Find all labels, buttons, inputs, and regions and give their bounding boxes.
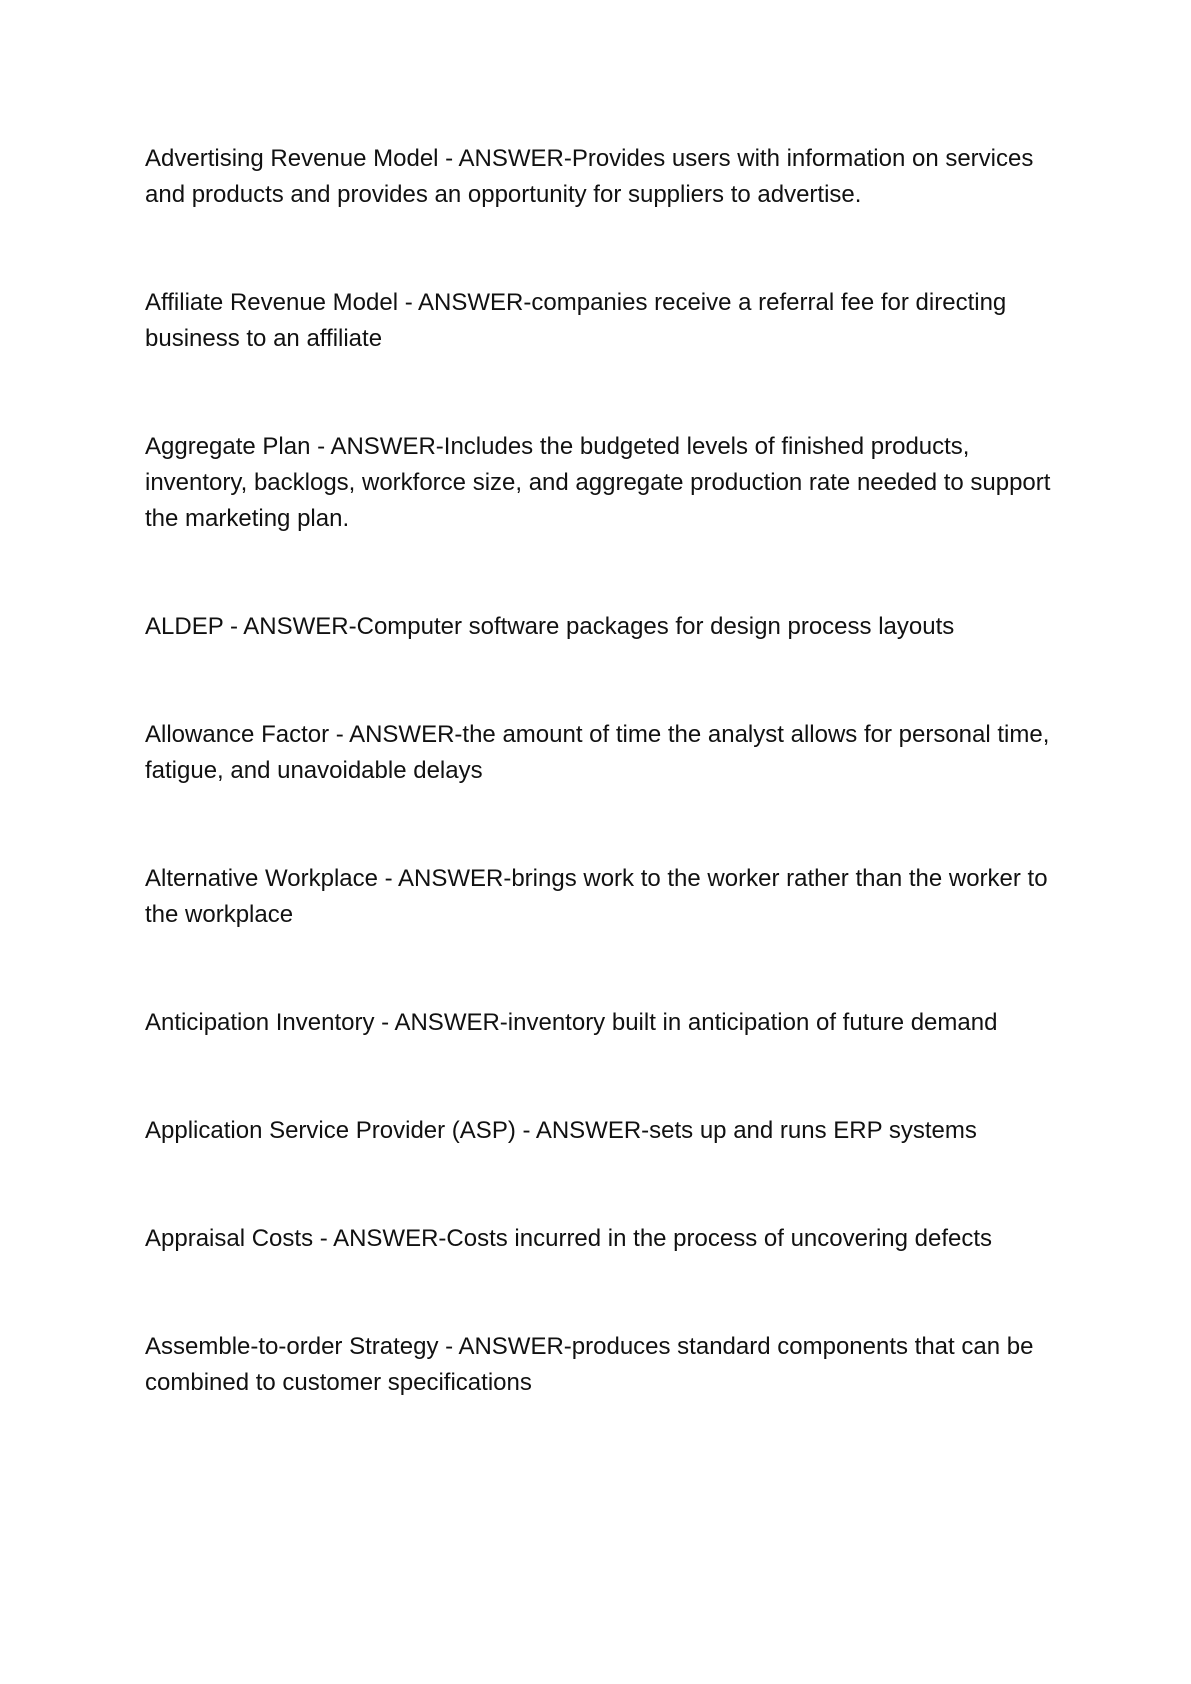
glossary-entry: ALDEP - ANSWER-Computer software packages for design process layouts [145, 613, 955, 640]
glossary-entry: Advertising Revenue Model - ANSWER-Provides users with information on services and products and provides an opportunity for suppliers to advertise. [145, 145, 1034, 208]
glossary-entry: Alternative Workplace - ANSWER-brings work to the worker rather than the worker to the workplace [145, 865, 1048, 928]
glossary-entry: Affiliate Revenue Model - ANSWER-companies receive a referral fee for directing business to an affiliate [145, 289, 1007, 352]
glossary-entry: Appraisal Costs - ANSWER-Costs incurred in the process of uncovering defects [145, 1225, 993, 1252]
glossary-entry: Aggregate Plan - ANSWER-Includes the budgeted levels of finished products, inventory, backlogs, workforce size, and aggregate production rate needed to support the marketing plan. [145, 433, 1051, 532]
glossary-entry: Assemble-to-order Strategy - ANSWER-produces standard components that can be combined to customer specifications [145, 1333, 1034, 1396]
glossary-entry: Allowance Factor - ANSWER-the amount of time the analyst allows for personal time, fatigue, and unavoidable delays [145, 721, 1050, 784]
glossary-list [145, 141, 1065, 1473]
glossary-entry: Anticipation Inventory - ANSWER-inventory built in anticipation of future demand [145, 1009, 998, 1036]
glossary-entry: Application Service Provider (ASP) - ANSWER-sets up and runs ERP systems [145, 1117, 977, 1144]
